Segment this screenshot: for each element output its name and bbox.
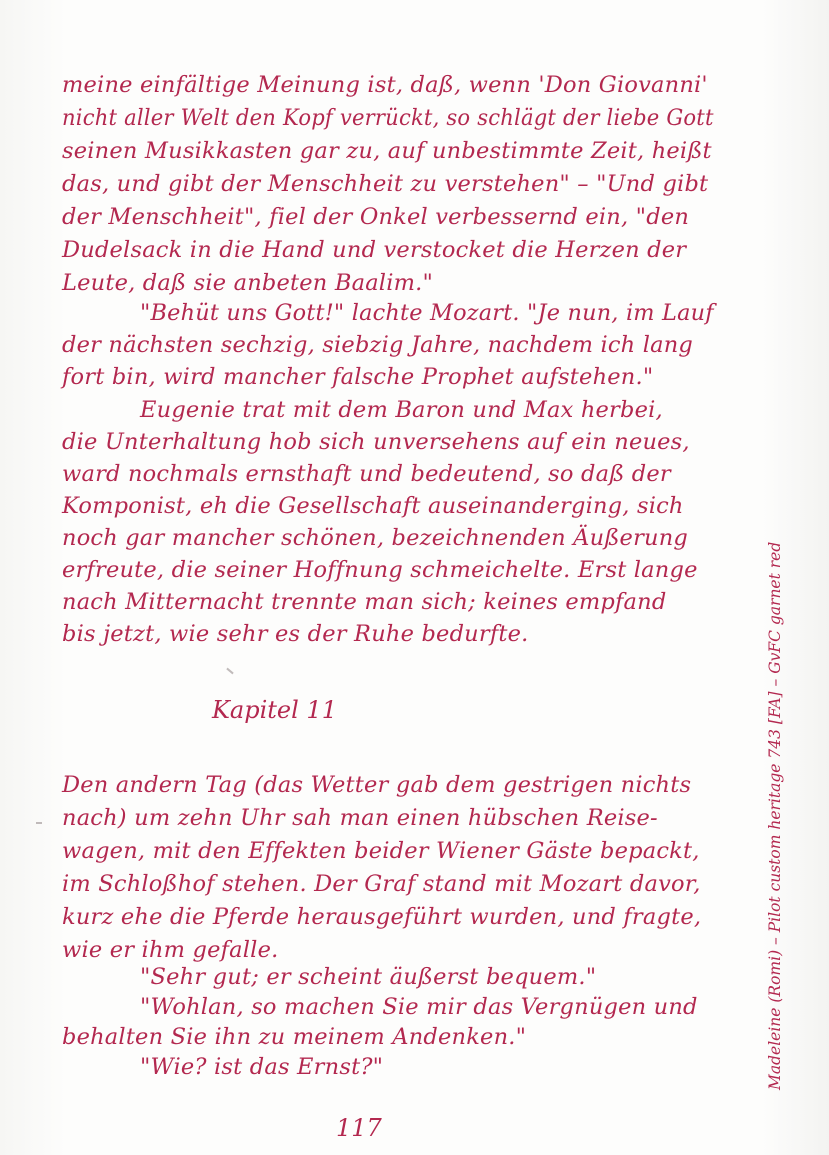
- text-line: Den andern Tag (das Wetter gab dem gestrigen nichts: [62, 772, 692, 798]
- text-line: ward nochmals ernsthaft und bedeutend, so daß der: [62, 461, 671, 487]
- text-line: wagen, mit den Effekten beider Wiener Gäste bepackt,: [62, 838, 700, 864]
- text-line: meine einfältige Meinung ist, daß, wenn 'Don Giovanni': [62, 72, 708, 98]
- chapter-heading: Kapitel 11: [212, 696, 337, 724]
- text-line: "Wohlan, so machen Sie mir das Vergnügen und: [140, 994, 698, 1020]
- text-line: Eugenie trat mit dem Baron und Max herbei,: [140, 397, 663, 423]
- text-line: nach) um zehn Uhr sah man einen hübschen Reise-: [62, 805, 658, 831]
- text-line: "Sehr gut; er scheint äußerst bequem.": [140, 964, 597, 990]
- side-note: Madeleine (Romi) – Pilot custom heritage 743 [FA] – GvFC garnet red: [766, 541, 784, 1090]
- text-line: Leute, daß sie anbeten Baalim.": [62, 270, 434, 296]
- text-line: behalten Sie ihn zu meinem Andenken.": [62, 1024, 527, 1050]
- text-line: nach Mitternacht trennte man sich; keines empfand: [62, 589, 667, 615]
- stray-mark: [226, 668, 233, 675]
- text-line: "Wie? ist das Ernst?": [140, 1054, 384, 1080]
- text-line: der nächsten sechzig, siebzig Jahre, nachdem ich lang: [62, 332, 693, 358]
- text-line: kurz ehe die Pferde herausgeführt wurden, und fragte,: [62, 904, 702, 930]
- margin-mark: [36, 822, 42, 824]
- text-line: nicht aller Welt den Kopf verrückt, so schlägt der liebe Gott: [62, 105, 714, 131]
- text-line: "Behüt uns Gott!" lachte Mozart. "Je nun, im Lauf: [140, 300, 714, 326]
- text-line: das, und gibt der Menschheit zu verstehen" – "Und gibt: [62, 171, 709, 197]
- text-line: Komponist, eh die Gesellschaft auseinanderging, sich: [62, 493, 684, 519]
- text-line: wie er ihm gefalle.: [62, 937, 279, 963]
- text-line: der Menschheit", fiel der Onkel verbessernd ein, "den: [62, 204, 690, 230]
- text-line: im Schloßhof stehen. Der Graf stand mit Mozart davor,: [62, 871, 701, 897]
- text-line: bis jetzt, wie sehr es der Ruhe bedurfte.: [62, 621, 529, 647]
- text-line: erfreute, die seiner Hoffnung schmeichelte. Erst lange: [62, 557, 698, 583]
- text-line: seinen Musikkasten gar zu, auf unbestimmte Zeit, heißt: [62, 138, 712, 164]
- text-line: noch gar mancher schönen, bezeichnenden Äußerung: [62, 525, 689, 551]
- text-line: fort bin, wird mancher falsche Prophet aufstehen.": [62, 364, 654, 390]
- text-line: die Unterhaltung hob sich unversehens auf ein neues,: [62, 429, 690, 455]
- text-line: Dudelsack in die Hand und verstocket die Herzen der: [62, 237, 687, 263]
- page-number: 117: [336, 1114, 382, 1142]
